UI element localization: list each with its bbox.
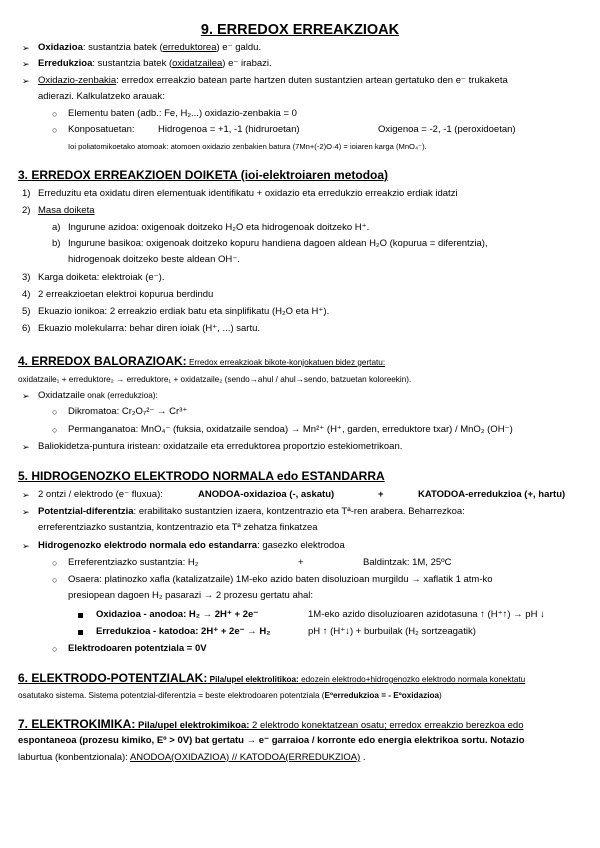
potential-difference: Potentzial-diferentzia: erabilitako sustantzien izaera, kontzentrazio eta Tª-ren arabera. Beharrezkoa: — [38, 506, 465, 517]
sub-a-acid: Ingurune azidoa: oxigenoak doitzeko H₂O eta hidrogenoak doitzeko H⁺. — [68, 222, 370, 233]
section-6-text: osatutako sistema. Sistema potentzial-diferentzia = beste elektrodoaren potentziala (Eºerredukzioa = - Eºoxidazioa) — [18, 691, 442, 700]
sub-b-basic-cont: hidrogenoak doitzeko beste aldean OH⁻. — [68, 254, 240, 265]
section-4-heading: 4. ERREDOX BALORAZIOAK: Erredox erreakzioak bikote-konjokatuen bidez gertatu: — [18, 354, 386, 368]
arrow-bullet-icon: ➢ — [22, 490, 30, 500]
step-number: 5) — [22, 306, 31, 317]
step-6: Ekuazio molekularra: behar diren ioiak (H⁺, ...) sartu. — [38, 323, 261, 334]
circle-bullet-icon: ○ — [52, 407, 58, 417]
arrow-bullet-icon: ➢ — [22, 507, 30, 517]
conditions: Baldintzak: 1M, 25ºC — [363, 557, 452, 568]
step-5: Ekuazio ionikoa: 2 erreakzio erdiak batu eta sinplifikatu (H₂O eta H⁺). — [38, 306, 330, 317]
potential-difference-cont: erreferentziazko sustantzia, kontzentrazio eta Tª zehatza finkatzea — [38, 522, 318, 533]
sub-label: b) — [52, 238, 61, 249]
arrow-bullet-icon: ➢ — [22, 541, 30, 551]
sub-b-basic: Ingurune basikoa: oxigenoak doitzeko kopuru handiena dagoen aldean H₂O (kopurua = diferentzia), — [68, 238, 488, 249]
step-number: 3) — [22, 272, 31, 283]
section-7-heading: 7. ELEKTROKIMIKA: Pila/upel elektrokimikoa: 2 elektrodo konektatzean osatu; erredox erreakzio berezkoa edo — [18, 717, 524, 731]
step-number: 2) — [22, 205, 31, 216]
square-bullet-icon — [78, 613, 83, 618]
dichromate: Dikromatoa: Cr₂O₇²⁻ → Cr³⁺ — [68, 406, 188, 417]
section-3-heading: 3. ERREDOX ERREAKZIOEN DOIKETA (ioi-elektroiaren metodoa) — [18, 168, 389, 182]
reference-substance: Erreferentziazko sustantzia: H₂ — [68, 557, 199, 568]
oxidants-label: Oxidatzaile onak (erredukzioa): — [38, 390, 158, 401]
section-7-text: espontaneoa (prozesu kimiko, Eº > 0V) bat gertatu → e⁻ garraioa / korronte edo energia elektrikoa sortu. Notazio — [18, 735, 525, 746]
equivalence-point: Baliokidetza-puntura iristean: oxidatzaile eta erreduktorea proportzio estekiometrikoan. — [38, 441, 403, 452]
step-number: 4) — [22, 289, 31, 300]
composition-cont: presiopean dagoen H₂ pasarazi → 2 prozesu gertatu ahal: — [68, 590, 314, 601]
sub-label: a) — [52, 222, 61, 233]
cathode-label: KATODOA-erredukzioa (+, hartu) — [418, 489, 566, 500]
page-title: 9. ERREDOX ERREAKZIOAK — [200, 22, 400, 38]
step-number: 1) — [22, 188, 31, 199]
plus-sign: + — [378, 489, 384, 500]
arrow-bullet-icon: ➢ — [22, 43, 30, 53]
rule-polyatomic: Ioi poliatomikoetako atomoak: atomoen oxidazio zenbakien batura (7Mn+(-2)O·4) = ioiaren karga (MnO₄⁻). — [68, 142, 427, 151]
circle-bullet-icon: ○ — [52, 425, 58, 435]
permanganate: Permanganatoa: MnO₄⁻ (fuksia, oxidatzaile sendoa) → Mn²⁺ (H⁺, garden, erreduktore txar) / MnO₂ (OH⁻) — [68, 424, 513, 435]
circle-bullet-icon: ○ — [52, 558, 58, 568]
arrow-bullet-icon: ➢ — [22, 76, 30, 86]
arrow-bullet-icon: ➢ — [22, 391, 30, 401]
circle-bullet-icon: ○ — [52, 575, 58, 585]
step-4: 2 erreakzioetan elektroi kopurua berdindu — [38, 289, 214, 300]
step-number: 6) — [22, 323, 31, 334]
oxidation-anode: Oxidazioa - anodoa: H₂ → 2H⁺ + 2e⁻ — [96, 609, 259, 620]
arrow-bullet-icon: ➢ — [22, 442, 30, 452]
composition: Osaera: platinozko xafla (katalizatzaile) 1M-eko azido baten disoluzioan murgildu → xaflatik 1 atm-ko — [68, 574, 493, 585]
section-7-notation: laburtua (konbentzionala): ANODOA(OXIDAZIOA) // KATODOA(ERREDUKZIOA) . — [18, 752, 366, 763]
reduction-cathode-effect: pH ↑ (H⁺↓) + burbuilak (H₂ sortzeagatik) — [308, 626, 476, 637]
reduction-cathode: Erredukzioa - katodoa: 2H⁺ + 2e⁻ → H₂ — [96, 626, 271, 637]
plus-sign: + — [298, 557, 304, 568]
step-3: Karga doiketa: elektroiak (e⁻). — [38, 272, 165, 283]
step-1: Erreduzitu eta oxidatu diren elementuak identifikatu + oxidazio eta erredukzio erreakzio erdiak idatzi — [38, 188, 458, 199]
zenbakia-definition-cont: adierazi. Kalkulatzeko arauak: — [38, 91, 165, 102]
rule-hydrogen: Hidrogenoa = +1, -1 (hidruroetan) — [158, 124, 300, 135]
oxidation-anode-effect: 1M-eko azido disoluzioaren azidotasuna ↑ (H⁺↑) → pH ↓ — [308, 609, 545, 620]
section-5-heading: 5. HIDROGENOZKO ELEKTRODO NORMALA edo ESTANDARRA — [18, 469, 385, 483]
circle-bullet-icon: ○ — [52, 109, 58, 119]
arrow-bullet-icon: ➢ — [22, 59, 30, 69]
hydrogen-electrode: Hidrogenozko elektrodo normala edo estandarra: gasezko elektrodoa — [38, 540, 345, 551]
anode-label: ANODOA-oxidazioa (-, askatu) — [198, 489, 335, 500]
two-electrodes: 2 ontzi / elektrodo (e⁻ fluxua): — [38, 489, 163, 500]
redox-pair-equation: oxidatzaile₁ + erreduktore₂ → erreduktore₁ + oxidatzaile₂ (sendo→ahul / ahul→sendo, batzuetan koloreekin). — [18, 375, 412, 384]
rule-compounds-label: Konposatuetan: — [68, 124, 135, 135]
circle-bullet-icon: ○ — [52, 125, 58, 135]
oxidazioa-definition: Oxidazioa: sustantzia batek (erreduktorea) e⁻ galdu. — [38, 42, 262, 53]
zenbakia-definition: Oxidazio-zenbakia: erredox erreakzio batean parte hartzen duten sustantzien artean gertatuko den e⁻ trukaketa — [38, 75, 508, 86]
step-2: Masa doiketa — [38, 205, 95, 216]
rule-element: Elementu baten (adb.: Fe, H₂...) oxidazio-zenbakia = 0 — [68, 108, 297, 119]
square-bullet-icon — [78, 630, 83, 635]
section-6-heading: 6. ELEKTRODO-POTENTZIALAK: Pila/upel elektrolitikoa: edozein elektrodo+hidrogenozko elektrodo normala konektatu — [18, 671, 526, 685]
electrode-potential: Elektrodoaren potentziala = 0V — [68, 643, 207, 654]
circle-bullet-icon: ○ — [52, 644, 58, 654]
rule-oxygen: Oxigenoa = -2, -1 (peroxidoetan) — [378, 124, 516, 135]
erredukzioa-definition: Erredukzioa: sustantzia batek (oxidatzailea) e⁻ irabazi. — [38, 58, 272, 69]
